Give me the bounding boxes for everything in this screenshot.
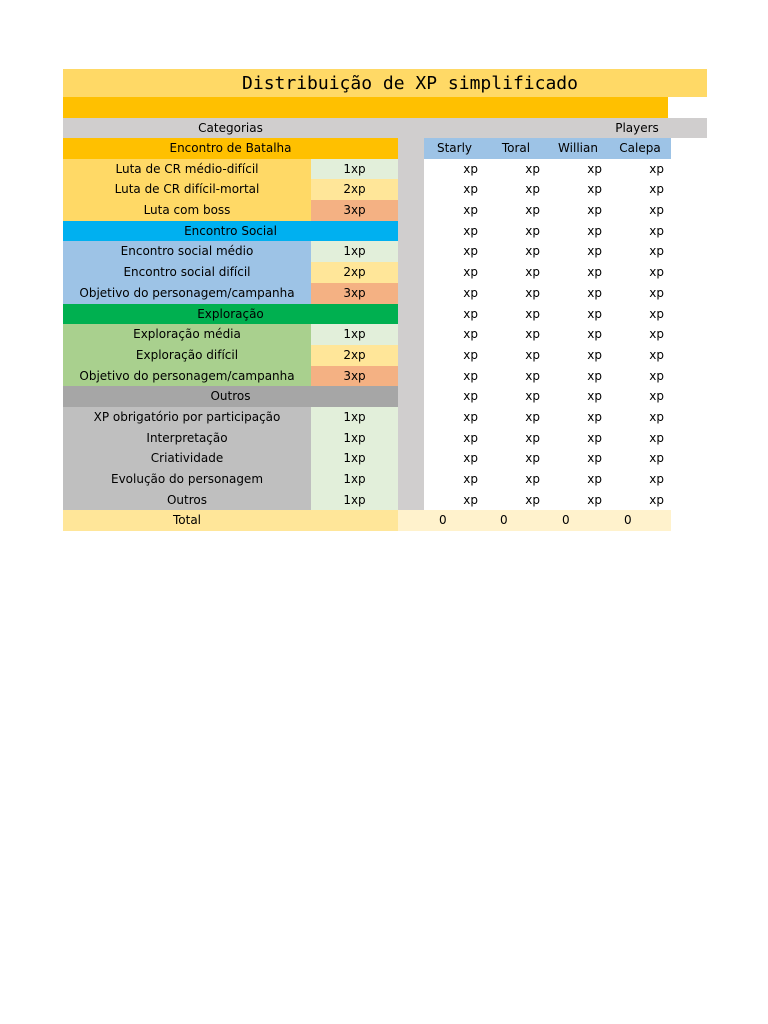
xp-value: 1xp [311, 428, 398, 449]
table-row [63, 179, 707, 200]
category-label: XP obrigatório por participação [63, 407, 311, 428]
table-row [63, 469, 707, 490]
table-row [63, 324, 707, 345]
xp-value: 1xp [311, 469, 398, 490]
table-row [63, 428, 707, 449]
player-xp-cell[interactable]: xp [463, 306, 478, 321]
xp-value: 3xp [311, 200, 398, 221]
total-xp-blank [311, 510, 398, 531]
player-xp-cell[interactable]: xp [463, 430, 478, 445]
table-row [63, 200, 707, 221]
separator-cell [398, 345, 424, 366]
player-xp-cell[interactable]: xp [463, 492, 478, 507]
player-xp-cell[interactable]: xp [649, 409, 664, 424]
player-xp-cell[interactable]: xp [649, 244, 664, 259]
category-label: Exploração difícil [63, 345, 311, 366]
xp-value: 1xp [311, 241, 398, 262]
player-xp-cell[interactable]: xp [649, 347, 664, 362]
player-xp-cell[interactable]: xp [525, 389, 540, 404]
player-xp-cell[interactable]: xp [525, 409, 540, 424]
total-value-toral: 0 [485, 510, 547, 531]
player-xp-cell[interactable]: xp [525, 161, 540, 176]
table-row [63, 283, 707, 304]
player-xp-cell[interactable]: xp [525, 244, 540, 259]
player-xp-cell[interactable]: xp [525, 285, 540, 300]
player-xp-cell[interactable]: xp [587, 182, 602, 197]
player-xp-cell[interactable]: xp [525, 451, 540, 466]
player-xp-cell[interactable]: xp [463, 223, 478, 238]
player-xp-cell[interactable]: xp [463, 409, 478, 424]
separator-cell [398, 366, 424, 387]
category-label: Criatividade [63, 448, 311, 469]
player-xp-cell[interactable]: xp [587, 223, 602, 238]
category-label: Encontro social médio [63, 241, 311, 262]
player-xp-cell[interactable]: xp [587, 409, 602, 424]
xp-value: 1xp [311, 490, 398, 511]
separator-cell [398, 304, 424, 325]
players-header: Players [615, 121, 659, 135]
section-title: Exploração [63, 304, 398, 325]
section-header-row [63, 304, 707, 325]
xp-value: 1xp [311, 407, 398, 428]
categories-header: Categorias [198, 121, 263, 135]
table-row [63, 407, 707, 428]
section-title: Encontro Social [63, 221, 398, 242]
total-value-calepa: 0 [609, 510, 671, 531]
player-xp-cell[interactable]: xp [525, 223, 540, 238]
player-xp-cell[interactable]: xp [525, 472, 540, 486]
xp-value: 2xp [311, 262, 398, 283]
player-xp-cell[interactable]: xp [463, 327, 478, 342]
category-label: Luta de CR médio-difícil [63, 159, 311, 180]
separator-cell [398, 221, 424, 242]
total-row [63, 510, 707, 531]
section-header-row [63, 386, 707, 407]
player-xp-cell[interactable]: xp [525, 265, 540, 280]
player-name-calepa: Calepa [609, 138, 671, 159]
category-label: Objetivo do personagem/campanha [63, 283, 311, 304]
player-xp-cell[interactable]: xp [463, 265, 478, 280]
player-xp-cell[interactable]: xp [649, 203, 664, 218]
table-row [63, 241, 707, 262]
player-xp-cell[interactable]: xp [463, 347, 478, 362]
player-xp-cell[interactable]: xp [587, 327, 602, 342]
player-xp-cell[interactable]: xp [649, 492, 664, 507]
player-xp-cell[interactable]: xp [525, 347, 540, 362]
player-xp-cell[interactable]: xp [649, 265, 664, 280]
table-row [63, 345, 707, 366]
sheet-title [63, 69, 707, 97]
player-xp-cell[interactable]: xp [587, 451, 602, 466]
player-xp-cell[interactable]: xp [463, 389, 478, 404]
player-xp-cell[interactable]: xp [587, 430, 602, 445]
category-label: Luta de CR difícil-mortal [63, 179, 311, 200]
player-xp-cell[interactable]: xp [649, 161, 664, 176]
player-xp-cell[interactable]: xp [525, 430, 540, 445]
player-xp-cell[interactable]: xp [587, 285, 602, 300]
separator-cell [398, 490, 424, 511]
total-label: Total [63, 510, 311, 531]
player-xp-cell[interactable]: xp [463, 182, 478, 197]
category-label: Objetivo do personagem/campanha [63, 366, 311, 387]
player-name-willian: Willian [547, 138, 609, 159]
player-xp-cell[interactable]: xp [649, 285, 664, 300]
separator-cell [398, 200, 424, 221]
player-xp-cell[interactable]: xp [463, 161, 478, 176]
table-row [63, 262, 707, 283]
separator-cell [398, 241, 424, 262]
separator-cell [398, 179, 424, 200]
table-row [63, 448, 707, 469]
xp-table [63, 138, 707, 531]
player-xp-cell[interactable]: xp [649, 472, 664, 486]
player-xp-cell[interactable]: xp [587, 347, 602, 362]
player-xp-cell[interactable]: xp [525, 327, 540, 342]
category-label: Evolução do personagem [63, 469, 311, 490]
separator-cell [398, 386, 424, 407]
player-name-starly: Starly [424, 138, 485, 159]
separator-cell [398, 469, 424, 490]
player-xp-cell[interactable]: xp [649, 368, 664, 383]
player-xp-cell[interactable]: xp [649, 306, 664, 321]
xp-value: 1xp [311, 448, 398, 469]
separator-cell [398, 510, 424, 531]
xp-value: 1xp [311, 159, 398, 180]
separator-cell [398, 428, 424, 449]
separator-cell [398, 407, 424, 428]
player-xp-cell[interactable]: xp [587, 265, 602, 280]
player-xp-cell[interactable]: xp [587, 161, 602, 176]
player-xp-cell[interactable]: xp [587, 368, 602, 383]
section-title: Outros [63, 386, 398, 407]
player-xp-cell[interactable]: xp [587, 472, 602, 486]
player-xp-cell[interactable]: xp [649, 389, 664, 404]
player-xp-cell[interactable]: xp [649, 182, 664, 197]
player-xp-cell[interactable]: xp [525, 306, 540, 321]
category-label: Exploração média [63, 324, 311, 345]
player-xp-cell[interactable]: xp [587, 306, 602, 321]
player-xp-cell[interactable]: xp [525, 368, 540, 383]
table-row [63, 366, 707, 387]
player-xp-cell[interactable]: xp [463, 244, 478, 259]
player-xp-cell[interactable]: xp [649, 451, 664, 466]
table-row [63, 159, 707, 180]
category-label: Outros [63, 490, 311, 511]
player-xp-cell[interactable]: xp [587, 492, 602, 507]
player-xp-cell[interactable]: xp [463, 285, 478, 300]
separator-cell [398, 448, 424, 469]
player-xp-cell[interactable]: xp [649, 327, 664, 342]
sheet-title-text: Distribuição de XP simplificado [242, 72, 578, 94]
xp-value: 2xp [311, 345, 398, 366]
separator-cell [398, 262, 424, 283]
section-title: Encontro de Batalha [63, 138, 398, 159]
separator-cell [398, 283, 424, 304]
player-xp-cell[interactable]: xp [463, 451, 478, 466]
xp-value: 2xp [311, 179, 398, 200]
player-xp-cell[interactable]: xp [463, 203, 478, 218]
player-xp-cell[interactable]: xp [587, 389, 602, 404]
category-label: Interpretação [63, 428, 311, 449]
player-xp-cell[interactable]: xp [525, 492, 540, 507]
separator-cell [398, 324, 424, 345]
player-xp-cell[interactable]: xp [587, 244, 602, 259]
player-name-toral: Toral [485, 138, 547, 159]
player-xp-cell[interactable]: xp [649, 223, 664, 238]
separator-cell [398, 159, 424, 180]
player-xp-cell[interactable]: xp [525, 182, 540, 197]
table-row [63, 490, 707, 511]
total-value-willian: 0 [547, 510, 609, 531]
category-label: Luta com boss [63, 200, 311, 221]
section-header-row [63, 221, 707, 242]
header-row [63, 118, 707, 138]
xp-value: 3xp [311, 283, 398, 304]
section-header-row [63, 138, 707, 159]
player-xp-cell[interactable]: xp [587, 203, 602, 218]
xp-value: 3xp [311, 366, 398, 387]
player-xp-cell[interactable]: xp [463, 472, 478, 486]
player-xp-cell[interactable]: xp [525, 203, 540, 218]
separator-cell [398, 138, 424, 159]
player-xp-cell[interactable]: xp [649, 430, 664, 445]
category-label: Encontro social difícil [63, 262, 311, 283]
player-xp-cell[interactable]: xp [463, 368, 478, 383]
total-value-starly: 0 [424, 510, 485, 531]
title-strip [63, 97, 668, 118]
xp-value: 1xp [311, 324, 398, 345]
